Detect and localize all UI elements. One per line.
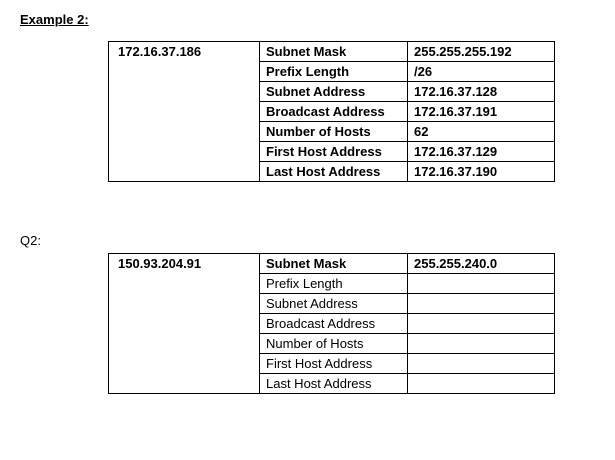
table-row (109, 42, 555, 62)
answer-cell[interactable] (408, 294, 555, 314)
answer-cell[interactable] (408, 334, 555, 354)
row-value: 255.255.255.192 (408, 42, 555, 62)
row-label: Prefix Length (260, 62, 408, 82)
table-row (109, 254, 555, 274)
answer-cell[interactable] (408, 354, 555, 374)
row-label: Broadcast Address (260, 102, 408, 122)
question-heading: Q2: (20, 233, 41, 248)
question-subnet-table (108, 253, 555, 394)
answer-cell[interactable] (408, 374, 555, 394)
row-label: First Host Address (260, 142, 408, 162)
row-label: First Host Address (260, 354, 408, 374)
row-label: Subnet Mask (260, 42, 408, 62)
answer-cell[interactable] (408, 274, 555, 294)
row-label: Number of Hosts (260, 122, 408, 142)
row-value: /26 (408, 62, 555, 82)
ip-address-cell: 172.16.37.186 (109, 42, 260, 182)
row-value: 172.16.37.190 (408, 162, 555, 182)
row-label: Last Host Address (260, 162, 408, 182)
ip-address-cell: 150.93.204.91 (109, 254, 260, 394)
row-value: 172.16.37.128 (408, 82, 555, 102)
row-value: 172.16.37.129 (408, 142, 555, 162)
row-label: Subnet Mask (260, 254, 408, 274)
row-label: Prefix Length (260, 274, 408, 294)
row-label: Last Host Address (260, 374, 408, 394)
row-value: 172.16.37.191 (408, 102, 555, 122)
answer-cell[interactable] (408, 314, 555, 334)
example-subnet-table (108, 41, 555, 182)
example-heading: Example 2: (20, 12, 89, 27)
row-label: Broadcast Address (260, 314, 408, 334)
row-value: 62 (408, 122, 555, 142)
row-label: Subnet Address (260, 294, 408, 314)
row-value: 255.255.240.0 (408, 254, 555, 274)
row-label: Subnet Address (260, 82, 408, 102)
row-label: Number of Hosts (260, 334, 408, 354)
